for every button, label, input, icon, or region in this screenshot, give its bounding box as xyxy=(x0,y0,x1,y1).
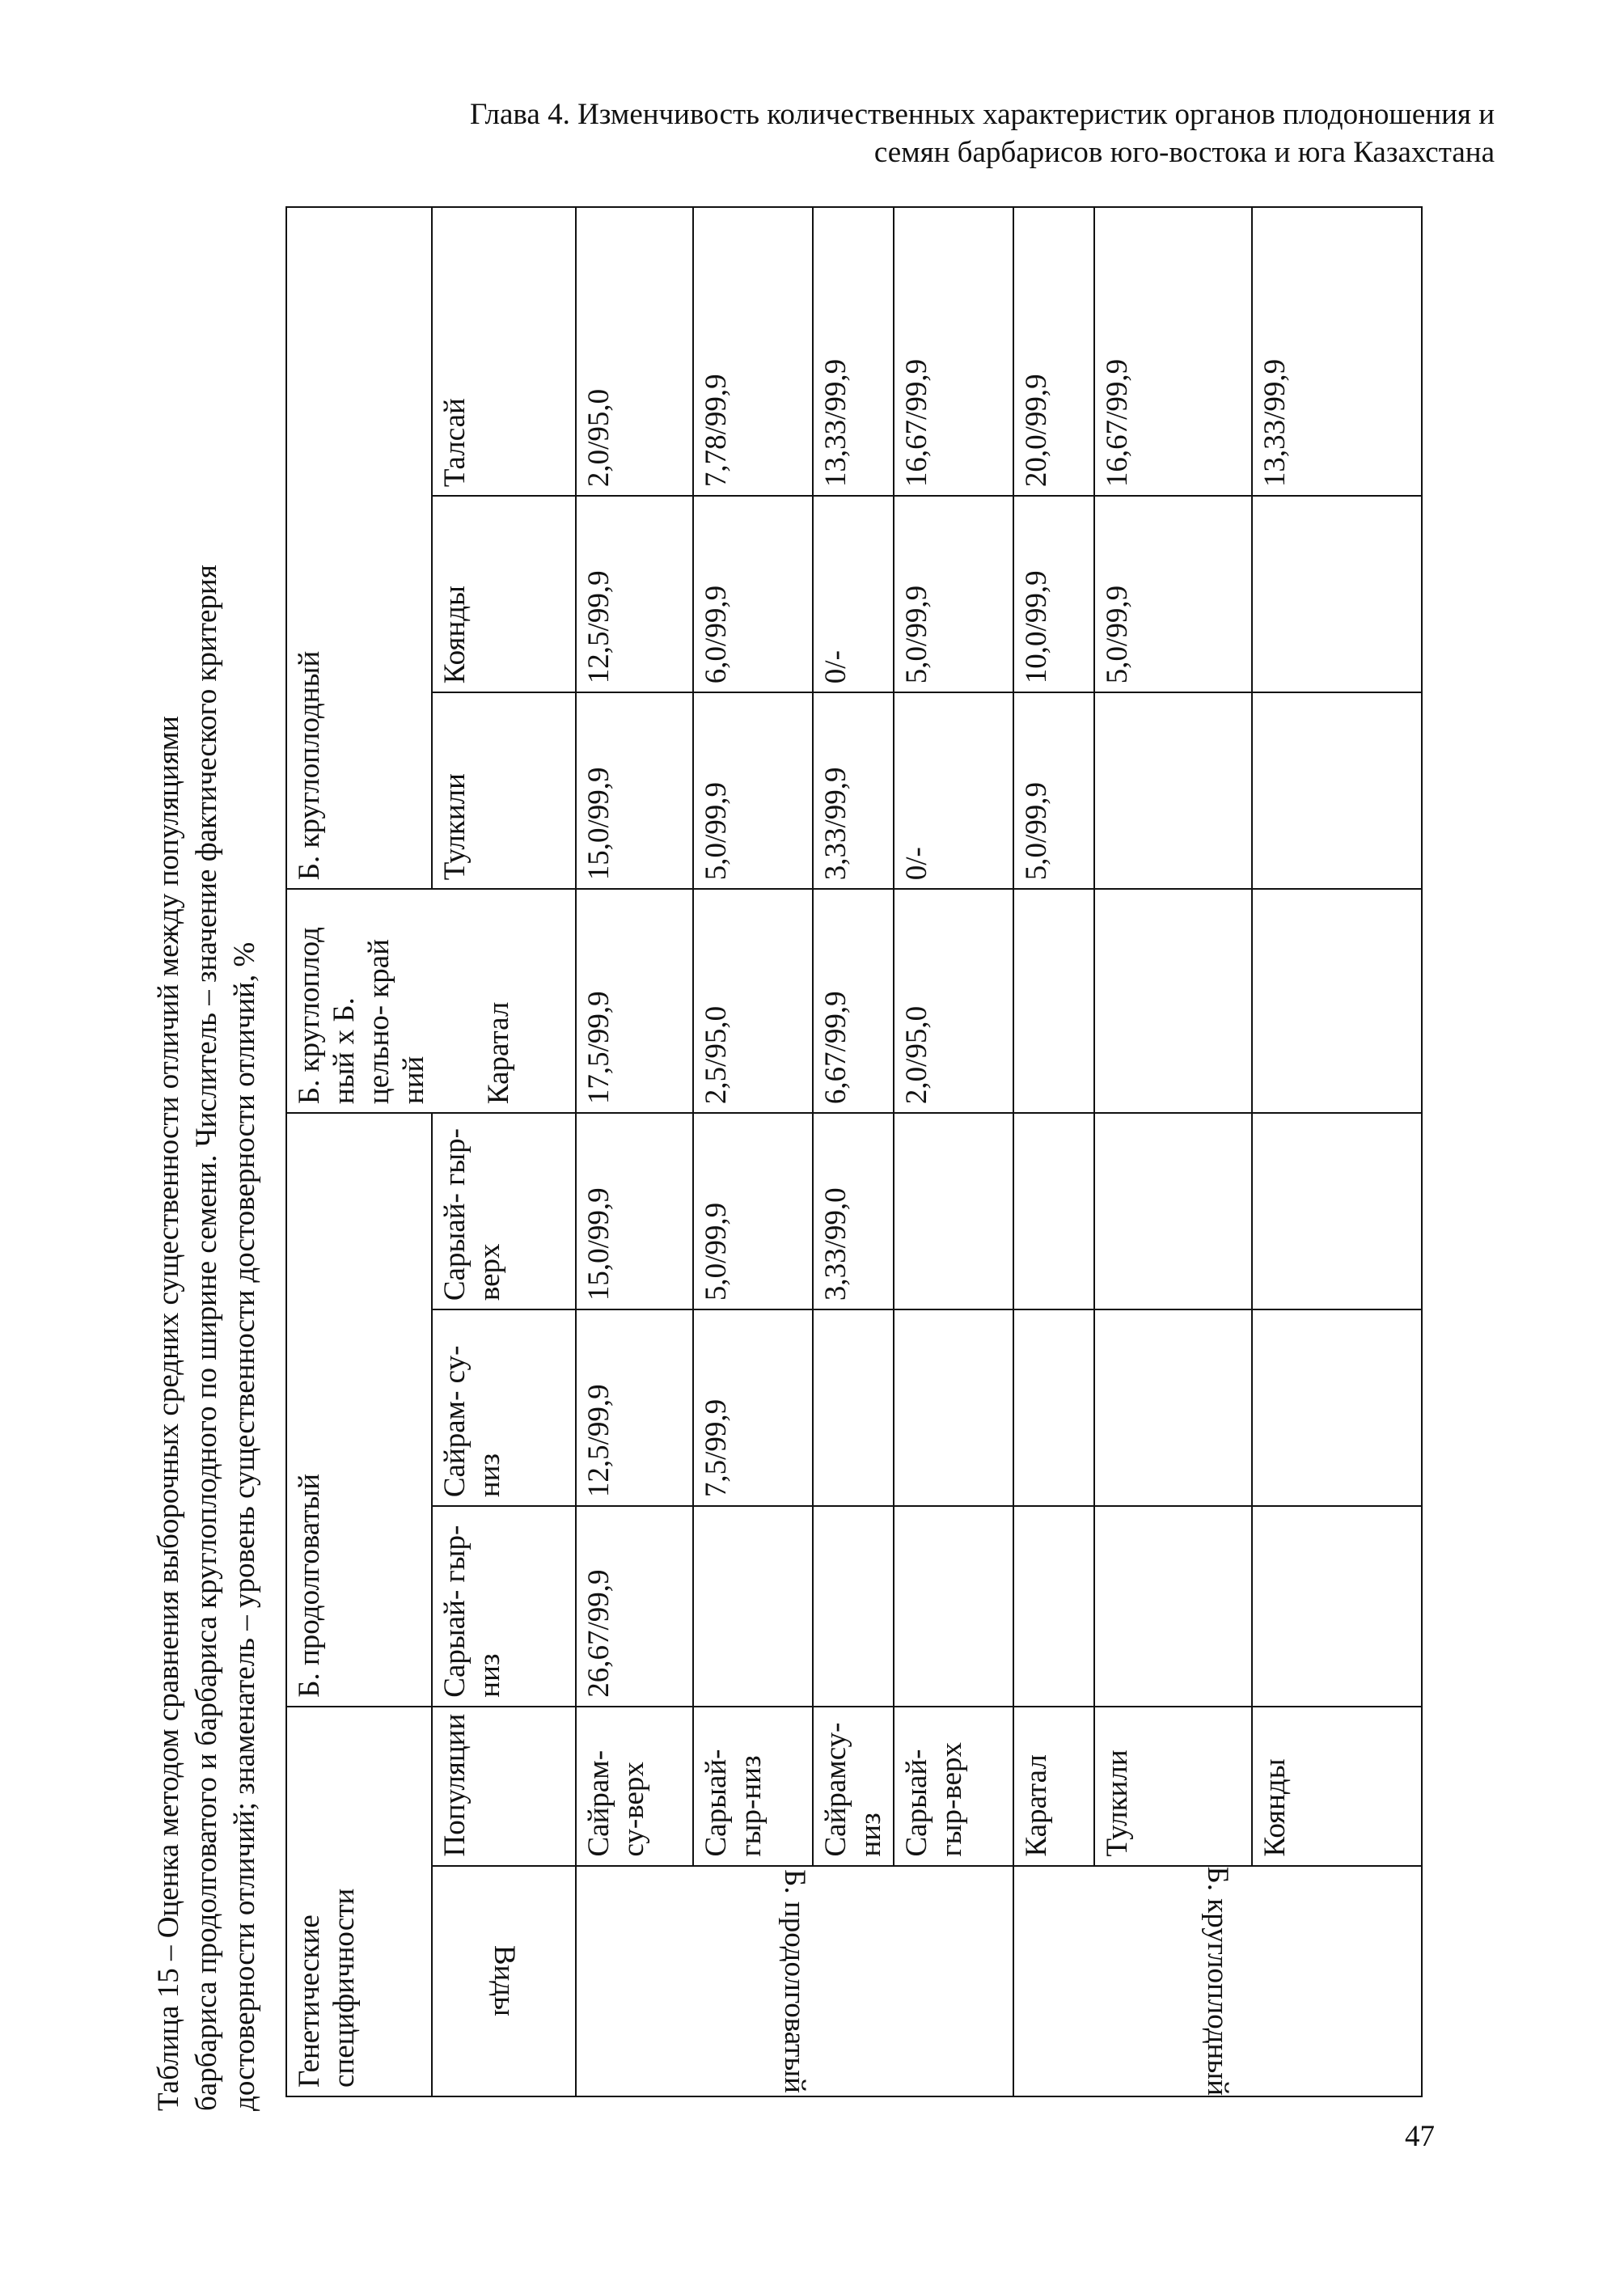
row-label-cell xyxy=(1094,1707,1252,1866)
cell-value: 5,0/99,9 xyxy=(1101,585,1134,684)
table-cell xyxy=(1094,1309,1252,1506)
table-header-row-groups xyxy=(286,207,432,2096)
row-label-cell xyxy=(693,1707,813,1866)
table-cell xyxy=(1252,496,1422,692)
cell-value: 6,0/99,9 xyxy=(700,585,733,684)
cell-value: 26,67/99,9 xyxy=(582,1569,615,1698)
group-oblong-label: Б. продолговатый xyxy=(293,1473,326,1698)
row-label-cell xyxy=(894,1707,1013,1866)
cell-value: 20,0/99,9 xyxy=(1020,374,1053,488)
table-cell xyxy=(813,1113,894,1309)
group-round-label: Б. круглоплодный xyxy=(293,650,326,881)
populations-header-label: Популяции xyxy=(438,1713,472,1857)
table-cell xyxy=(1013,1506,1094,1707)
running-header-line-1: Глава 4. Изменчивость количественных характеристик органов плодоношения и xyxy=(469,98,1495,131)
table-caption-line-3: достоверности отличий; знаменатель – уровень существенности достоверности отличий, % xyxy=(228,941,261,2111)
row-label: Сайрам- су-верх xyxy=(582,1749,650,1857)
column-header-tulkili xyxy=(432,692,576,889)
table-cell xyxy=(693,692,813,889)
species-oblong-label: Б. продолговатый xyxy=(778,1868,811,2093)
table-cell xyxy=(693,1506,813,1707)
row-label: Сарыай- гыр-низ xyxy=(700,1749,768,1857)
comparison-table xyxy=(285,206,1423,2097)
table-cell xyxy=(813,496,894,692)
cell-value: 15,0/99,9 xyxy=(582,767,615,881)
group-hybrid-label: Б. круглоплод ный х Б. цельно- край ний xyxy=(293,927,430,1105)
cell-value: 12,5/99,9 xyxy=(582,1384,615,1498)
table-row xyxy=(1013,207,1094,2096)
table-cell xyxy=(576,1309,693,1506)
cell-value: 0/- xyxy=(900,847,933,881)
cell-value: 12,5/99,9 xyxy=(582,570,615,684)
table-row xyxy=(1252,207,1422,2096)
column-header-sayramsu-niz xyxy=(432,1309,576,1506)
cell-value: 16,67/99,9 xyxy=(1101,358,1134,488)
column-header-text: Сайрам- су-низ xyxy=(438,1345,506,1498)
table-cell xyxy=(813,692,894,889)
species-round-label: Б. круглоплодный xyxy=(1201,1866,1234,2096)
table-cell xyxy=(576,1113,693,1309)
group-header-hybrid xyxy=(286,889,576,1113)
page-number: 47 xyxy=(1405,2120,1435,2153)
column-header-saryaygyr-verkh xyxy=(432,1113,576,1309)
rotated-table-page xyxy=(150,206,1480,2111)
column-header-saryaygyr-niz xyxy=(432,1506,576,1707)
row-label: Сарыай- гыр-верх xyxy=(900,1741,968,1857)
species-header-cell xyxy=(432,1866,576,2096)
table-cell xyxy=(894,207,1013,496)
column-header-koyandy xyxy=(432,496,576,692)
cell-value: 5,0/99,9 xyxy=(700,1202,733,1301)
table-cell xyxy=(1252,1309,1422,1506)
column-header-talsay xyxy=(432,207,576,496)
cell-value: 17,5/99,9 xyxy=(582,991,615,1105)
table-cell xyxy=(894,496,1013,692)
table-cell xyxy=(813,1506,894,1707)
table-cell xyxy=(894,1309,1013,1506)
cell-value: 2,0/95,0 xyxy=(900,1005,933,1105)
cell-value: 2,0/95,0 xyxy=(582,388,615,488)
cell-value: 0/- xyxy=(819,650,852,684)
genetic-specificity-header xyxy=(286,1707,432,2096)
genetic-specificity-label: Генетические специфичности xyxy=(293,1888,361,2088)
table-cell xyxy=(1252,207,1422,496)
cell-value: 13,33/99,9 xyxy=(1258,358,1292,488)
table-cell xyxy=(576,889,693,1113)
table-cell xyxy=(693,496,813,692)
column-header-text: Коянды xyxy=(438,586,472,684)
column-header-text: Тулкили xyxy=(438,773,472,881)
cell-value: 13,33/99,9 xyxy=(819,358,852,488)
running-header-line-2: семян барбарисов юго-востока и юга Казахстана xyxy=(873,136,1495,169)
column-header-text: Сарыай- гыр-верх xyxy=(438,1128,506,1301)
table-cell xyxy=(693,207,813,496)
table-row xyxy=(693,207,813,2096)
row-label-cell xyxy=(813,1707,894,1866)
table-cell xyxy=(813,207,894,496)
species-header-label: Виды xyxy=(487,1945,521,2017)
row-label: Каратал xyxy=(1020,1754,1053,1857)
table-cell xyxy=(1013,207,1094,496)
cell-value: 15,0/99,9 xyxy=(582,1187,615,1301)
row-label-cell xyxy=(1252,1707,1422,1866)
table-row xyxy=(894,207,1013,2096)
group-header-oblong xyxy=(286,1113,432,1707)
row-label: Сайрамсу-низ xyxy=(819,1722,887,1857)
cell-value: 5,0/99,9 xyxy=(900,585,933,684)
table-cell xyxy=(576,692,693,889)
cell-value: 5,0/99,9 xyxy=(1020,781,1053,881)
table-cell xyxy=(1094,1506,1252,1707)
table-cell xyxy=(1013,692,1094,889)
table-cell xyxy=(1094,496,1252,692)
row-label-cell xyxy=(1013,1707,1094,1866)
column-header-karatal: Каратал xyxy=(482,1001,515,1105)
table-cell xyxy=(894,692,1013,889)
cell-value: 3,33/99,9 xyxy=(819,767,852,881)
column-header-text: Талсай xyxy=(438,398,472,488)
table-cell xyxy=(693,889,813,1113)
table-cell xyxy=(1094,1113,1252,1309)
cell-value: 10,0/99,9 xyxy=(1020,570,1053,684)
table-row xyxy=(576,207,693,2096)
table-cell xyxy=(1094,207,1252,496)
species-cell-round xyxy=(1013,1866,1422,2096)
table-cell xyxy=(894,1506,1013,1707)
table-cell xyxy=(576,1506,693,1707)
populations-header-cell xyxy=(432,1707,576,1866)
table-cell xyxy=(576,207,693,496)
group-header-round xyxy=(286,207,432,889)
table-cell xyxy=(693,1113,813,1309)
cell-value: 3,33/99,0 xyxy=(819,1187,852,1301)
row-label: Коянды xyxy=(1258,1758,1292,1857)
table-cell xyxy=(894,889,1013,1113)
table-cell xyxy=(1013,889,1094,1113)
cell-value: 7,78/99,9 xyxy=(700,374,733,488)
cell-value: 7,5/99,9 xyxy=(700,1398,733,1498)
table-cell xyxy=(813,889,894,1113)
table-cell xyxy=(813,1309,894,1506)
running-header xyxy=(120,95,1495,171)
cell-value: 16,67/99,9 xyxy=(900,358,933,488)
table-cell xyxy=(576,496,693,692)
row-label: Тулкили xyxy=(1101,1749,1134,1857)
table-cell xyxy=(1013,1113,1094,1309)
cell-value: 6,67/99,9 xyxy=(819,991,852,1105)
table-cell xyxy=(1252,1506,1422,1707)
table-caption-line-1: Таблица 15 – Оценка методом сравнения выборочных средних существенности отличий между популяциями xyxy=(152,716,185,2111)
table-caption xyxy=(150,214,264,2111)
species-cell-oblong xyxy=(576,1866,1013,2096)
table-cell xyxy=(1252,889,1422,1113)
table-header-row-columns xyxy=(432,207,576,2096)
cell-value: 5,0/99,9 xyxy=(700,781,733,881)
table-cell xyxy=(1013,496,1094,692)
table-cell xyxy=(1013,1309,1094,1506)
table-row xyxy=(813,207,894,2096)
table-cell xyxy=(1252,1113,1422,1309)
table-cell xyxy=(1252,692,1422,889)
column-header-text: Сарыай- гыр-низ xyxy=(438,1525,506,1698)
table-cell xyxy=(1094,889,1252,1113)
cell-value: 2,5/95,0 xyxy=(700,1005,733,1105)
row-label-cell xyxy=(576,1707,693,1866)
table-cell xyxy=(894,1113,1013,1309)
table-cell xyxy=(693,1309,813,1506)
table-cell xyxy=(1094,692,1252,889)
table-caption-line-2: барбариса продолговатого и барбариса круглоплодного по ширине семени. Числитель – значение фактического критерия xyxy=(190,565,223,2111)
table-row xyxy=(1094,207,1252,2096)
